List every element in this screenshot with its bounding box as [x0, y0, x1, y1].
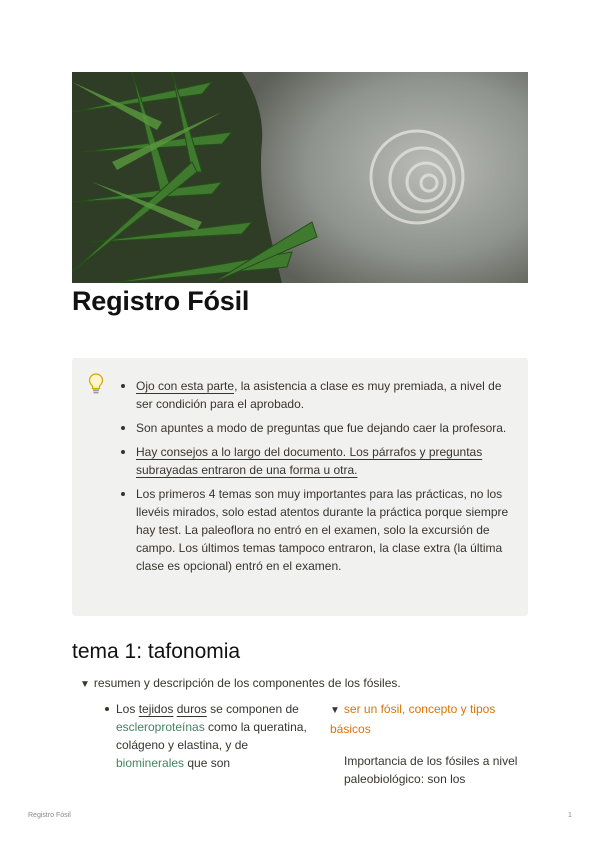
- underlined-word: tejidos: [138, 702, 174, 716]
- section-heading: tema 1: tafonomia: [72, 640, 241, 663]
- right-column: [330, 700, 520, 788]
- page-title: Registro Fósil: [72, 286, 250, 316]
- bullet-icon: [105, 707, 109, 711]
- footer-title: Registro Fósil: [28, 812, 71, 819]
- triangle-down-icon[interactable]: ▼: [80, 679, 90, 690]
- callout-list: [116, 377, 514, 581]
- item-text: Los primeros 4 temas son muy importantes para las prácticas, no los llevéis mirados, solo estad atentos durante la práctica porque siempre hay test. La paleoflora no entró en el examen, solo la excursión de campo. Los últimos temas tampoco entraron, la clase extra (la última clase es opcional) entró en el examen.: [136, 487, 509, 573]
- underlined-word: duros: [176, 702, 207, 716]
- toggle-label: resumen y descripción de los componentes de los fósiles.: [93, 676, 401, 690]
- left-column: [100, 700, 310, 772]
- callout-item: [116, 485, 514, 575]
- callout-item: [116, 377, 514, 413]
- item-text: , la asistencia a clase es muy premiada, a nivel de ser condición para el aprobado.: [136, 379, 502, 411]
- toggle-label: ser un fósil, concepto y tipos básicos: [330, 702, 496, 736]
- page-number: 1: [568, 812, 572, 819]
- toggle-block[interactable]: [80, 675, 401, 693]
- fossil-photo: [72, 72, 528, 283]
- paragraph: [100, 700, 310, 772]
- green-term: biominerales: [116, 756, 185, 770]
- paragraph: Importancia de los fósiles a nivel paleobiológico: son los: [344, 754, 518, 786]
- green-term: escleroproteínas: [116, 720, 205, 734]
- triangle-down-icon[interactable]: ▼: [330, 705, 340, 716]
- item-text: Son apuntes a modo de preguntas que fue dejando caer la profesora.: [136, 421, 507, 435]
- text-run: que son: [184, 756, 231, 770]
- text-run: Los: [116, 702, 139, 716]
- lightbulb-icon: [88, 373, 104, 395]
- text-run: se componen de: [206, 702, 299, 716]
- underlined-text: Hay consejos a lo largo del documento. Los párrafos y preguntas subrayadas entraron de una forma u otra.: [136, 445, 483, 477]
- text-run: como la queratina, colágeno y elastina, y de: [116, 720, 307, 752]
- cover-image: [72, 72, 528, 283]
- underlined-text: Ojo con esta parte: [136, 379, 235, 393]
- callout-item: [116, 419, 514, 437]
- callout-item: [116, 443, 514, 479]
- toggle-block[interactable]: [330, 700, 520, 738]
- callout-box: [72, 358, 528, 616]
